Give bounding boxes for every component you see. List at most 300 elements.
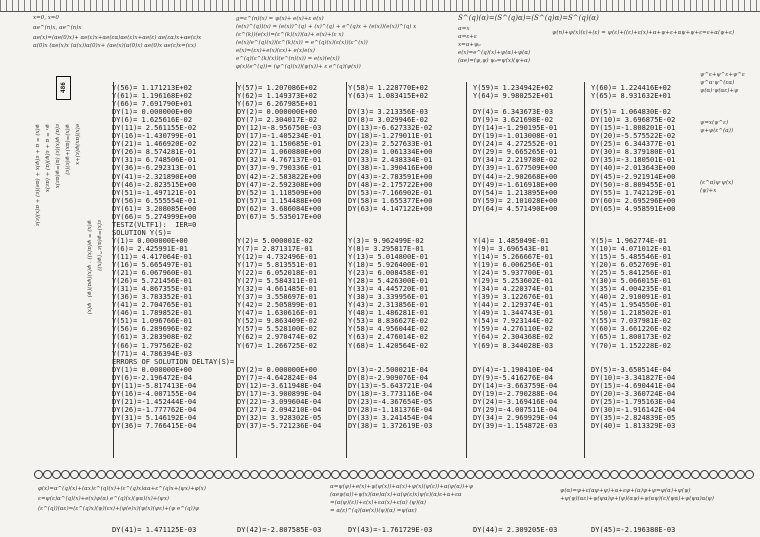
table-cell: DY(34)= 2.969929E-04	[473, 413, 558, 422]
cutoff-cell-3: DY(43)=-1.761729E-03	[348, 526, 433, 534]
bead	[628, 470, 637, 479]
bead	[493, 470, 502, 479]
note-right-margin-4: ψ=x(ψ^ε)	[700, 120, 729, 126]
table-cell: Y(71)= 4.786394E-03	[112, 349, 193, 358]
note-top-right-4: x=α+ψ₀	[458, 42, 481, 48]
table-cell: Y(50)= 1.218502E-01	[591, 309, 672, 318]
table-cell: DY(24)= 4.272552E-01	[473, 140, 558, 149]
table-cell: DY(3)=-2.500021E-04	[348, 365, 429, 374]
bead	[412, 470, 421, 479]
bead	[646, 470, 655, 479]
bead	[664, 470, 673, 479]
bead	[556, 470, 565, 479]
table-cell: DY(15)=-1.808201E-01	[591, 124, 676, 133]
bead	[700, 470, 709, 479]
bead	[340, 470, 349, 479]
section-heading: ERRORS OF SOLUTION DELTAY(S)=	[112, 357, 235, 366]
bead	[691, 470, 700, 479]
table-cell: Y(65)= 1.800173E-02	[591, 333, 672, 342]
table-row	[112, 358, 760, 366]
page-number-tag: 486	[56, 76, 71, 100]
note-left-margin-4: ψ(x)=(αx)+ψ(ε)(ε)	[64, 124, 70, 175]
table-cell: DY(18)=-1.279011E-01	[348, 132, 433, 141]
perforated-edge	[0, 0, 760, 11]
table-row	[112, 173, 760, 181]
table-cell: Y(44)= 2.129374E-01	[473, 301, 554, 310]
table-cell: DY(13)=-5.643721E-04	[348, 381, 433, 390]
table-cell: DY(27)= 2.094210E-04	[237, 405, 322, 414]
bead	[466, 470, 475, 479]
bead	[196, 470, 205, 479]
table-cell: DY(7)= 2.304017E-02	[237, 116, 318, 125]
table-cell: DY(52)= 1.118509E+00	[237, 188, 322, 197]
table-cell: Y(51)= 1.096766E-01	[112, 317, 193, 326]
bead	[736, 470, 745, 479]
table-cell: Y(25)= 5.841256E-01	[591, 269, 672, 278]
table-cell: DY(31)= 6.748506E-01	[112, 156, 197, 165]
table-row	[112, 229, 760, 237]
bead	[250, 470, 259, 479]
table-cell: Y(63)= 1.083415E+02	[348, 92, 429, 101]
table-cell: Y(21)= 6.067960E-01	[112, 269, 193, 278]
table-cell: DY(28)=-1.181376E-04	[348, 405, 433, 414]
table-cell: DY(14)=-3.663759E-04	[473, 381, 558, 390]
bead	[376, 470, 385, 479]
bead	[430, 470, 439, 479]
bead	[106, 470, 115, 479]
table-cell: Y(3)= 9.962499E-02	[348, 236, 424, 245]
table-cell: Y(56)= 6.289696E-02	[112, 325, 193, 334]
note-left-vertical-1: ψ(x) = ψ(α(x)) · ψ(x)(ψα)(ψ) · ψ(x)	[86, 220, 92, 315]
bead	[43, 470, 52, 479]
cutoff-cell-4: DY(44)= 2.309205E-03	[473, 526, 558, 534]
bead	[133, 470, 142, 479]
bead	[259, 470, 268, 479]
table-cell: DY(38)=-1.390416E+00	[348, 164, 433, 173]
section-heading: SOLUTION Y(S)=	[112, 228, 172, 237]
table-row	[112, 285, 760, 293]
table-cell: DY(20)=-3.360724E-04	[591, 389, 676, 398]
table-row	[112, 221, 760, 229]
bead	[583, 470, 592, 479]
table-cell: Y(15)= 5.485546E-01	[591, 252, 672, 261]
table-cell: DY(44)=-2.902668E+00	[473, 172, 558, 181]
note-top-left-4: α(0)x (αe(x)x (α(x))α(0)x+ (αe(x)(α(0)x) αe(0)x αe(ε)x=(εx)	[33, 43, 197, 49]
table-cell: Y(35)= 4.004235E-01	[591, 285, 672, 294]
note-top-far-right: ψ(n)+ψ(x)(ε)+(ε) = ψ(ε)+((ε)+ε(x)+α+ψ+ε+αψ+ψ+ε=ε+α(ψ+ε)	[552, 30, 735, 36]
note-top-mid-1: g=ε^(n)(x) = ψ(x)+ e(x)+ε e(x)	[236, 16, 324, 22]
table-cell: DY(22)=-3.099604E-04	[237, 397, 322, 406]
table-cell: Y(11)= 4.417064E-01	[112, 252, 193, 261]
bead	[718, 470, 727, 479]
bead	[637, 470, 646, 479]
table-cell: DY(8)=-2.909076E-04	[348, 373, 429, 382]
bead	[367, 470, 376, 479]
table-cell: DY(35)=-3.180501E-01	[591, 156, 676, 165]
bead	[97, 470, 106, 479]
table-row	[112, 84, 760, 92]
table-cell: DY(19)=-1.013008E-01	[473, 132, 558, 141]
table-cell: Y(43)= 2.313856E-01	[348, 301, 429, 310]
bead	[151, 470, 160, 479]
bead	[511, 470, 520, 479]
table-cell: Y(52)= 9.863409E-02	[237, 317, 318, 326]
bead	[115, 470, 124, 479]
bead	[709, 470, 718, 479]
bead	[475, 470, 484, 479]
table-cell: Y(37)= 3.558697E-01	[237, 293, 318, 302]
table-cell: Y(67)= 6.267985E+01	[237, 100, 318, 109]
table-cell: Y(36)= 3.783352E-01	[112, 293, 193, 302]
table-cell: DY(37)=-5.721236E-04	[237, 421, 322, 430]
bead	[592, 470, 601, 479]
table-cell: Y(26)= 5.721456E-01	[112, 277, 193, 286]
table-cell: DY(6)=-2.196472E-04	[112, 373, 193, 382]
cutoff-cell-1: DY(41)= 1.471125E-03	[112, 526, 197, 534]
table-cell: Y(23)= 6.008458E-01	[348, 269, 429, 278]
bead	[277, 470, 286, 479]
table-row	[112, 342, 760, 350]
table-cell: Y(45)= 1.954550E-01	[591, 301, 672, 310]
bead	[538, 470, 547, 479]
bead	[52, 470, 61, 479]
table-row	[112, 382, 760, 390]
table-row	[112, 237, 760, 245]
note-top-mid-4: (e(x)/e^(q)(x))(ε^(k)(x)) = e^(q)(x)(ε(x))(ε^(x))	[236, 40, 368, 46]
bead	[655, 470, 664, 479]
table-cell: DY(25)= 6.344377E-01	[591, 140, 676, 149]
table-cell: DY(12)=-3.611948E-04	[237, 381, 322, 390]
table-cell: DY(22)= 1.150685E-01	[237, 140, 322, 149]
bead	[322, 470, 331, 479]
table-cell: DY(21)=-1.452444E-04	[112, 397, 197, 406]
table-cell: Y(9)= 3.696543E-01	[473, 244, 549, 253]
note-top-mid-7: φ(x)(e^(q))= (ψ^(q)(x))(ψ(x))+ ε e^(q)(ψ(x))	[236, 64, 361, 70]
note-bottom-mid-4: = α(ε)^(q)(αe(x))(ψ)(α) =ψ(αε)	[330, 508, 417, 514]
note-right-margin-2: ψ^α·ψ^(εα)	[700, 80, 735, 86]
note-top-right-5: e(x)=e^(q)(x)+ψ(α)+ψ(α)	[458, 50, 531, 56]
bead	[304, 470, 313, 479]
table-cell: DY(50)=-8.809455E-01	[591, 180, 676, 189]
table-cell: DY(47)=-2.592308E+00	[237, 180, 322, 189]
bead	[610, 470, 619, 479]
table-row	[112, 317, 760, 325]
table-cell: DY(57)= 1.154488E+00	[237, 196, 322, 205]
table-cell: Y(59)= 1.234942E+02	[473, 84, 554, 92]
table-cell: Y(39)= 3.122676E-01	[473, 293, 554, 302]
table-cell: Y(58)= 1.228770E+02	[348, 84, 429, 92]
table-row	[112, 277, 760, 285]
table-cell: DY(27)= 1.060880E+00	[237, 148, 322, 157]
cutoff-cell-2: DY(42)=-2.807585E-03	[237, 526, 322, 534]
table-cell: DY(37)=-9.790336E-01	[237, 164, 322, 173]
note-bottom-right-2: +ψ(ψ)(αε)+ψ(ψα)ψ+(ψ)(αψ)+ψ(αψ)(ε)(ψα)+ψ(ψα)α(ψ)	[560, 496, 714, 502]
table-cell: Y(19)= 6.006256E-01	[473, 261, 554, 270]
table-cell: Y(4)= 1.485049E-01	[473, 236, 549, 245]
bead	[187, 470, 196, 479]
note-left-margin-3: ε(α) ψ(x)(ε) (α)=ψ(αε)x	[54, 124, 60, 189]
table-row	[112, 374, 760, 382]
table-cell: Y(68)= 1.420564E-02	[348, 341, 429, 350]
table-cell: Y(53)= 8.836627E-02	[348, 317, 429, 326]
table-cell: DY(19)=-2.790288E-04	[473, 389, 558, 398]
top-rule	[0, 11, 760, 12]
bead	[601, 470, 610, 479]
table-cell: Y(57)= 1.207086E+02	[237, 84, 318, 92]
table-cell: Y(31)= 4.867355E-01	[112, 285, 193, 294]
table-cell: Y(48)= 1.486281E-01	[348, 309, 429, 318]
bead	[358, 470, 367, 479]
table-cell: Y(7)= 2.871317E-01	[237, 244, 313, 253]
bead	[241, 470, 250, 479]
table-cell: DY(11)= 2.561155E-02	[112, 124, 197, 133]
table-cell: Y(30)= 5.066015E-01	[591, 277, 672, 286]
bead	[394, 470, 403, 479]
table-cell: Y(67)= 1.266725E-02	[237, 341, 318, 350]
table-row	[112, 253, 760, 261]
table-cell: DY(4)= 6.343673E-03	[473, 108, 554, 117]
note-left-margin-5: e(x)(αx)ψ(ε)+x	[74, 124, 80, 166]
table-cell: DY(42)=-2.583822E+00	[237, 172, 322, 181]
table-cell: Y(59)= 4.276110E-02	[473, 325, 554, 334]
table-row	[112, 269, 760, 277]
table-cell: DY(66)= 5.274999E+00	[112, 212, 197, 221]
table-cell: Y(61)= 1.196168E+02	[112, 92, 193, 101]
table-cell: Y(17)= 5.813551E-01	[237, 261, 318, 270]
table-cell: Y(41)= 2.704765E-01	[112, 301, 193, 310]
bead	[286, 470, 295, 479]
bead	[205, 470, 214, 479]
note-top-mid-3: (ε^(k))(e(x))=(ε^(k)(x))(α)+ e(x)+(ε x)	[236, 32, 344, 38]
bead	[547, 470, 556, 479]
table-row	[112, 92, 760, 100]
note-top-mid-6: e^(q)(ε^(k)(x))(e^(n)(x)) = e(x)(e(x))	[236, 56, 340, 62]
table-cell: Y(22)= 6.052018E-01	[237, 269, 318, 278]
table-cell: DY(16)=-4.007155E-04	[112, 389, 197, 398]
table-cell: Y(60)= 3.661226E-02	[591, 325, 672, 334]
table-row	[112, 390, 760, 398]
table-cell: Y(28)= 5.426300E-01	[348, 277, 429, 286]
bead	[529, 470, 538, 479]
table-cell: Y(24)= 5.937700E-01	[473, 269, 554, 278]
table-row	[112, 325, 760, 333]
table-cell: Y(40)= 2.910091E-01	[591, 293, 672, 302]
table-row	[112, 156, 760, 164]
table-cell: Y(64)= 9.980252E+01	[473, 92, 554, 101]
table-cell: Y(64)= 2.304368E-02	[473, 333, 554, 342]
table-cell: DY(3)= 3.213356E-03	[348, 108, 429, 117]
table-cell: DY(46)=-2.823515E+00	[112, 180, 197, 189]
bead	[448, 470, 457, 479]
bead	[331, 470, 340, 479]
table-row	[112, 422, 760, 430]
table-row	[112, 140, 760, 148]
table-cell: Y(34)= 4.220374E-01	[473, 285, 554, 294]
table-cell: DY(45)=-2.921914E+00	[591, 172, 676, 181]
table-row	[112, 213, 760, 221]
bead	[385, 470, 394, 479]
table-cell: DY(30)= 8.379180E-01	[591, 148, 676, 157]
bead	[565, 470, 574, 479]
table-row	[112, 108, 760, 116]
table-cell: DY(8)= 3.029946E-02	[348, 116, 429, 125]
table-cell: DY(6)= 1.625616E-02	[112, 116, 193, 125]
table-cell: Y(32)= 4.661485E-01	[237, 285, 318, 294]
table-cell: Y(33)= 4.445720E-01	[348, 285, 429, 294]
table-row	[112, 414, 760, 422]
table-cell: Y(46)= 1.789852E-01	[112, 309, 193, 318]
table-cell: DY(67)= 5.535017E+00	[237, 212, 322, 221]
note-bottom-mid-3: =(α(ψ)(ε))+ε(x)+εα(x)+ε(α) (ψ)(α)	[330, 500, 427, 506]
bead	[214, 470, 223, 479]
table-cell: DY(39)=-1.154872E-03	[473, 421, 558, 430]
bead-chain	[34, 470, 760, 478]
note-bottom-left-2: ε=ψ(ε)α^(q)(x)+e(x)ψ(α) e^(q)(x)(ψα)(x)+(ψx)	[38, 496, 170, 502]
table-cell: Y(6)= 2.425991E-01	[112, 244, 188, 253]
note-bottom-mid-1: α=ψ(ψ)+e(x)+ψ(ψ(x))+α(x)+ψ(x)(ψ(ε))+α(ψ(α))+ψ	[330, 484, 474, 490]
table-cell: DY(53)=-7.166902E-01	[348, 188, 433, 197]
table-cell: DY(13)=-6.627332E-02	[348, 124, 433, 133]
table-cell: Y(18)= 5.926400E-01	[348, 261, 429, 270]
table-cell: DY(61)= 3.208085E+00	[112, 204, 197, 213]
table-cell: DY(51)=-1.497121E-01	[112, 188, 197, 197]
table-cell: DY(10)= 3.696875E-02	[591, 116, 676, 125]
table-cell: Y(5)= 1.962774E-01	[591, 236, 667, 245]
table-cell: DY(28)= 1.061334E+00	[348, 148, 433, 157]
bead	[421, 470, 430, 479]
table-cell: DY(40)= 1.813329E-03	[591, 421, 676, 430]
table-cell: DY(5)= 1.064830E-02	[591, 108, 672, 117]
table-cell: Y(13)= 5.014800E-01	[348, 252, 429, 261]
table-cell: DY(5)=-3.650514E-04	[591, 365, 672, 374]
table-row	[112, 197, 760, 205]
table-cell: DY(30)=-1.916142E-04	[591, 405, 676, 414]
bead	[232, 470, 241, 479]
section-heading: TESTZ(VLTF1): IER=0	[112, 220, 197, 229]
table-cell: Y(58)= 4.956044E-02	[348, 325, 429, 334]
bead	[520, 470, 529, 479]
table-cell: DY(17)=-1.405234E-01	[237, 132, 322, 141]
table-cell: DY(48)=-2.175722E+00	[348, 180, 433, 189]
table-row	[112, 406, 760, 414]
table-cell: DY(60)= 2.695296E+00	[591, 196, 676, 205]
bead	[574, 470, 583, 479]
table-cell: DY(43)=-2.783591E+00	[348, 172, 433, 181]
bead	[295, 470, 304, 479]
table-cell: Y(1)= 0.000000E+00	[112, 236, 188, 245]
bead	[70, 470, 79, 479]
table-cell: Y(12)= 4.732496E-01	[237, 252, 318, 261]
cutoff-cell-5: DY(45)=-2.196388E-03	[591, 526, 676, 534]
table-cell: DY(29)= 9.665265E-01	[473, 148, 558, 157]
table-cell: Y(57)= 5.528100E-02	[237, 325, 318, 334]
note-top-right-1: S^(q)(α)=(S^(q)α)=(S^(q)α)=S^(q)(α)	[458, 14, 599, 22]
bead	[79, 470, 88, 479]
table-cell: Y(63)= 2.476014E-02	[348, 333, 429, 342]
table-row	[112, 124, 760, 132]
table-cell: DY(4)=-1.190410E-04	[473, 365, 554, 374]
table-cell: DY(33)= 2.438334E-01	[348, 156, 433, 165]
bead	[502, 470, 511, 479]
table-cell: Y(10)= 4.071012E-01	[591, 244, 672, 253]
table-row	[112, 148, 760, 156]
table-row	[112, 261, 760, 269]
table-cell: Y(14)= 5.266667E-01	[473, 252, 554, 261]
bead	[124, 470, 133, 479]
table-row	[112, 366, 760, 374]
table-cell: Y(27)= 5.584311E-01	[237, 277, 318, 286]
bead	[268, 470, 277, 479]
table-cell: Y(20)= 6.052769E-01	[591, 261, 672, 270]
bead	[403, 470, 412, 479]
table-cell: DY(26)=-1.777762E-04	[112, 405, 197, 414]
table-cell: DY(54)= 1.213895E+00	[473, 188, 558, 197]
table-cell: Y(62)= 1.149373E+02	[237, 92, 318, 101]
table-cell: DY(24)=-3.169416E-04	[473, 397, 558, 406]
table-cell: DY(14)=-1.290195E-01	[473, 124, 558, 133]
table-cell: DY(12)=-8.956750E-03	[237, 124, 322, 133]
table-cell: DY(29)=-4.007511E-04	[473, 405, 558, 414]
table-cell: DY(10)=-3.341827E-04	[591, 373, 676, 382]
table-cell: Y(61)= 3.283908E-02	[112, 333, 193, 342]
bead	[745, 470, 754, 479]
table-cell: DY(2)= 0.000000E+00	[237, 108, 318, 117]
table-cell: Y(29)= 5.253602E-01	[473, 277, 554, 286]
table-cell: Y(8)= 3.295817E-01	[348, 244, 424, 253]
table-cell: Y(38)= 3.339956E-01	[348, 293, 429, 302]
table-cell: DY(25)=-1.795163E-04	[591, 397, 676, 406]
table-cell: Y(65)= 8.931632E+01	[591, 92, 672, 101]
table-cell: Y(66)= 7.691790E+01	[112, 100, 193, 109]
table-cell: DY(18)=-3.773116E-04	[348, 389, 433, 398]
bead	[439, 470, 448, 479]
note-left-margin-1: ψ(x) = α + ε(ψ)x + (αe)(ε) + α(x)(ε)ε	[34, 124, 40, 227]
table-row	[112, 245, 760, 253]
table-cell: DY(58)= 1.655377E+00	[348, 196, 433, 205]
table-cell: DY(62)= 3.686084E+00	[237, 204, 322, 213]
bead	[619, 470, 628, 479]
table-cell: DY(23)= 2.527633E-01	[348, 140, 433, 149]
note-top-mid-5: e(x)=(εx)+e(x)(εx)+ e(x)e(x)	[236, 48, 315, 54]
note-right-margin-7: (ψ)+x	[700, 188, 717, 194]
table-cell: DY(17)=-3.900899E-04	[237, 389, 322, 398]
table-cell: DY(38)= 1.372619E-03	[348, 421, 433, 430]
bead	[34, 470, 43, 479]
bead	[160, 470, 169, 479]
table-cell: DY(7)=-4.642824E-04	[237, 373, 318, 382]
table-cell: Y(54)= 7.923144E-02	[473, 317, 554, 326]
table-cell: DY(36)= 7.766415E-04	[112, 421, 197, 430]
bead	[682, 470, 691, 479]
table-cell: Y(16)= 5.665497E-01	[112, 261, 193, 270]
table-cell: Y(62)= 2.970474E-02	[237, 333, 318, 342]
table-cell: Y(60)= 1.224416E+02	[591, 84, 672, 92]
table-cell: Y(70)= 1.152228E-02	[591, 341, 672, 350]
table-cell: Y(49)= 1.344743E-01	[473, 309, 554, 318]
note-top-left-3: αe(x)=(αe(0)x)+ αe(ε)x+αe(εα)αe(ε)x+αe(ε) αe(εα)x+αe(ε)x	[33, 35, 202, 41]
bead	[484, 470, 493, 479]
table-cell: DY(41)=-2.321890E+00	[112, 172, 197, 181]
table-cell: Y(69)= 8.344028E-03	[473, 341, 554, 350]
table-row	[112, 293, 760, 301]
table-cell: DY(11)=-5.817413E-04	[112, 381, 197, 390]
table-row	[112, 189, 760, 197]
table-cell: DY(49)=-1.616918E+00	[473, 180, 558, 189]
table-cell: DY(23)=-4.367654E-05	[348, 397, 433, 406]
table-row	[112, 205, 760, 213]
note-top-mid-2: (e(x)^(q))(x) = (e(x))^(q) + (x)^(q) + e^(q)x + (e(x))(e(x))^(q) x	[236, 24, 417, 30]
bead	[169, 470, 178, 479]
